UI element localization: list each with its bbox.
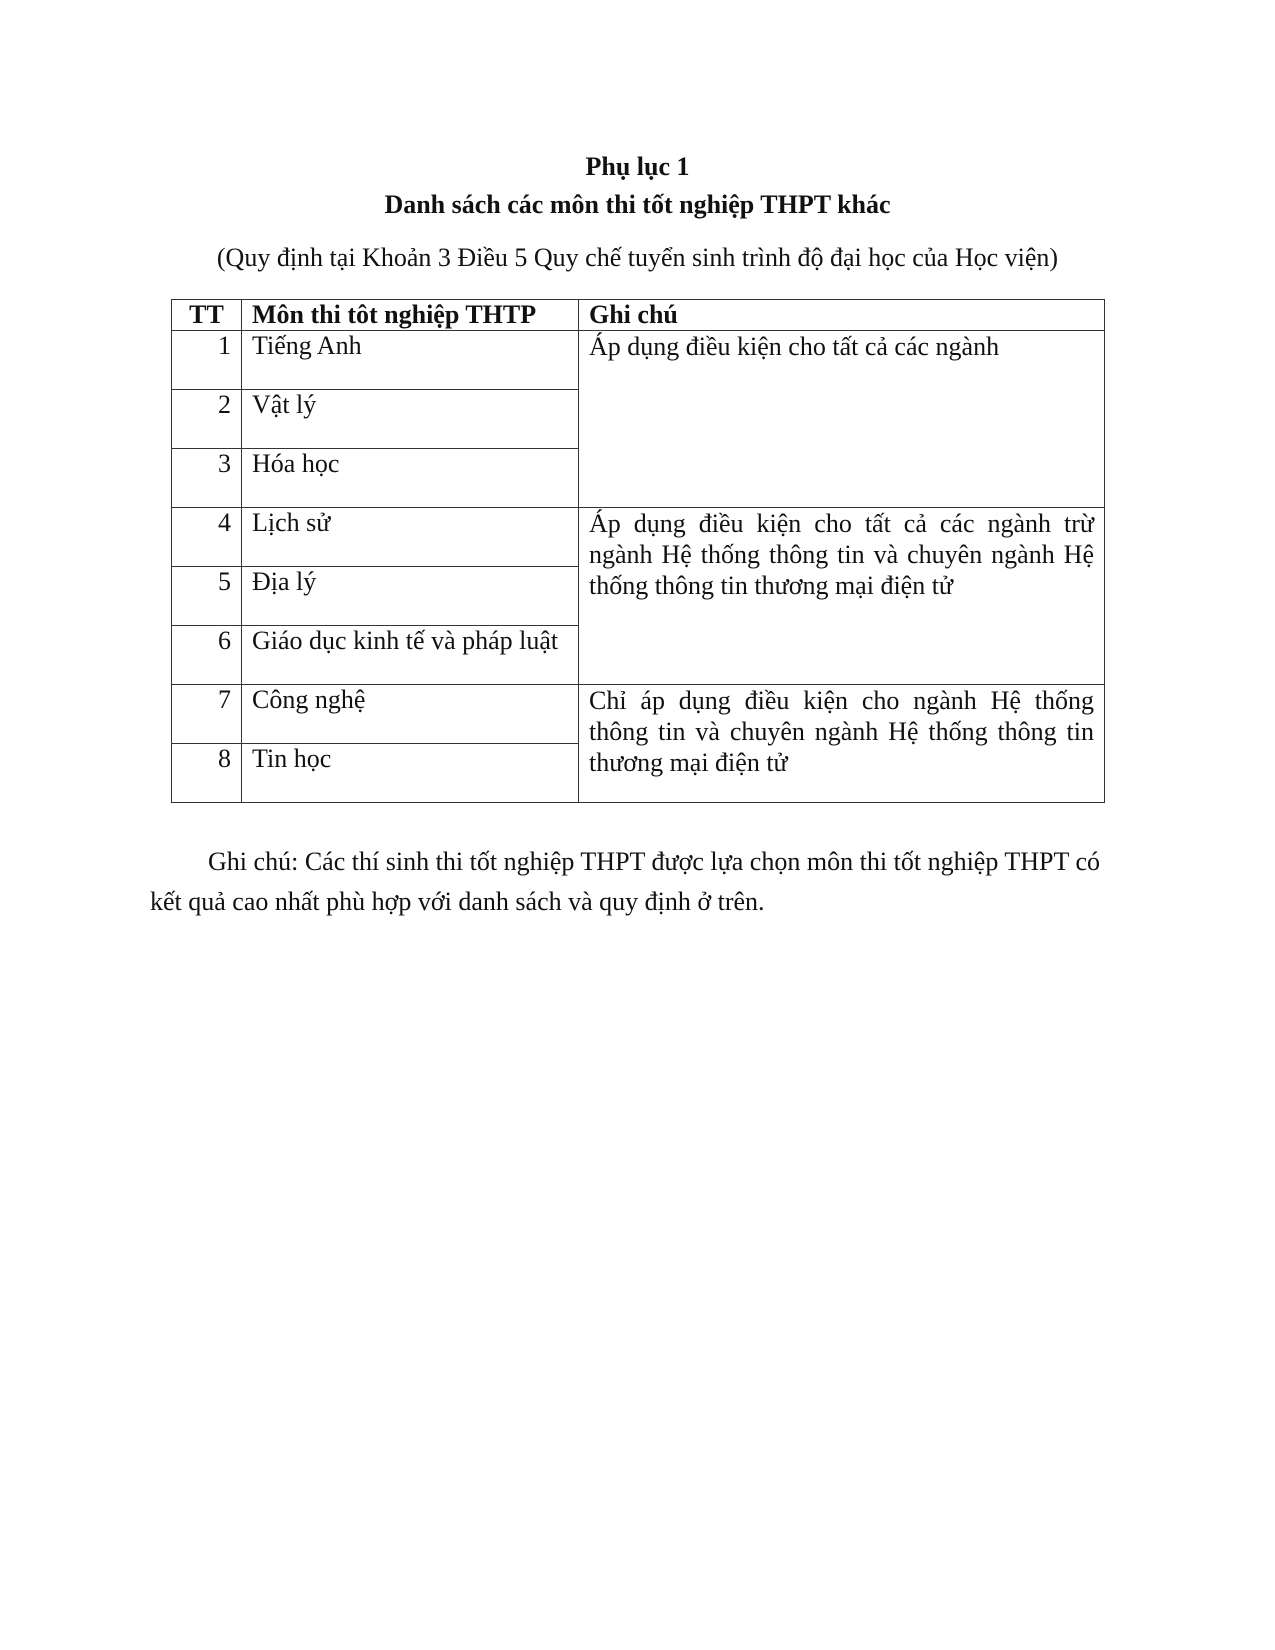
row-number: 2 — [172, 390, 242, 449]
page-title: Phụ lục 1 — [585, 152, 690, 181]
page-subtitle: Danh sách các môn thi tốt nghiệp THPT khác — [384, 190, 891, 219]
subjects-table — [171, 299, 1105, 803]
regulation-reference: (Quy định tại Khoản 3 Điều 5 Quy chế tuyển sinh trình độ đại học của Học viện) — [216, 243, 1059, 272]
subject-name: Tiếng Anh — [242, 331, 579, 390]
note-cell: Áp dụng điều kiện cho tất cả các ngành trừ ngành Hệ thống thông tin và chuyên ngành Hệ thống thông tin thương mại điện tử — [579, 508, 1105, 685]
row-number: 5 — [172, 567, 242, 626]
table-row — [172, 685, 1105, 744]
table-row — [172, 508, 1105, 567]
row-number: 4 — [172, 508, 242, 567]
note-cell: Chỉ áp dụng điều kiện cho ngành Hệ thống thông tin và chuyên ngành Hệ thống thông tin thương mại điện tử — [579, 685, 1105, 803]
subject-name: Địa lý — [242, 567, 579, 626]
header-note: Ghi chú — [579, 300, 1105, 331]
row-number: 8 — [172, 744, 242, 803]
subject-name: Công nghệ — [242, 685, 579, 744]
row-number: 7 — [172, 685, 242, 744]
table-header-row — [172, 300, 1105, 331]
subject-name: Vật lý — [242, 390, 579, 449]
note-cell: Áp dụng điều kiện cho tất cả các ngành — [579, 331, 1105, 508]
footnote: Ghi chú: Các thí sinh thi tốt nghiệp THPT được lựa chọn môn thi tốt nghiệp THPT có kết quả cao nhất phù hợp với danh sách và quy định ở trên. — [150, 847, 1100, 916]
subject-name: Lịch sử — [242, 508, 579, 567]
row-number: 3 — [172, 449, 242, 508]
row-number: 1 — [172, 331, 242, 390]
row-number: 6 — [172, 626, 242, 685]
subject-name: Tin học — [242, 744, 579, 803]
subject-name: Hóa học — [242, 449, 579, 508]
header-subject: Môn thi tôt nghiệp THTP — [242, 300, 579, 331]
table-row — [172, 331, 1105, 390]
subject-name: Giáo dục kinh tế và pháp luật — [242, 626, 579, 685]
header-tt: TT — [172, 300, 242, 331]
